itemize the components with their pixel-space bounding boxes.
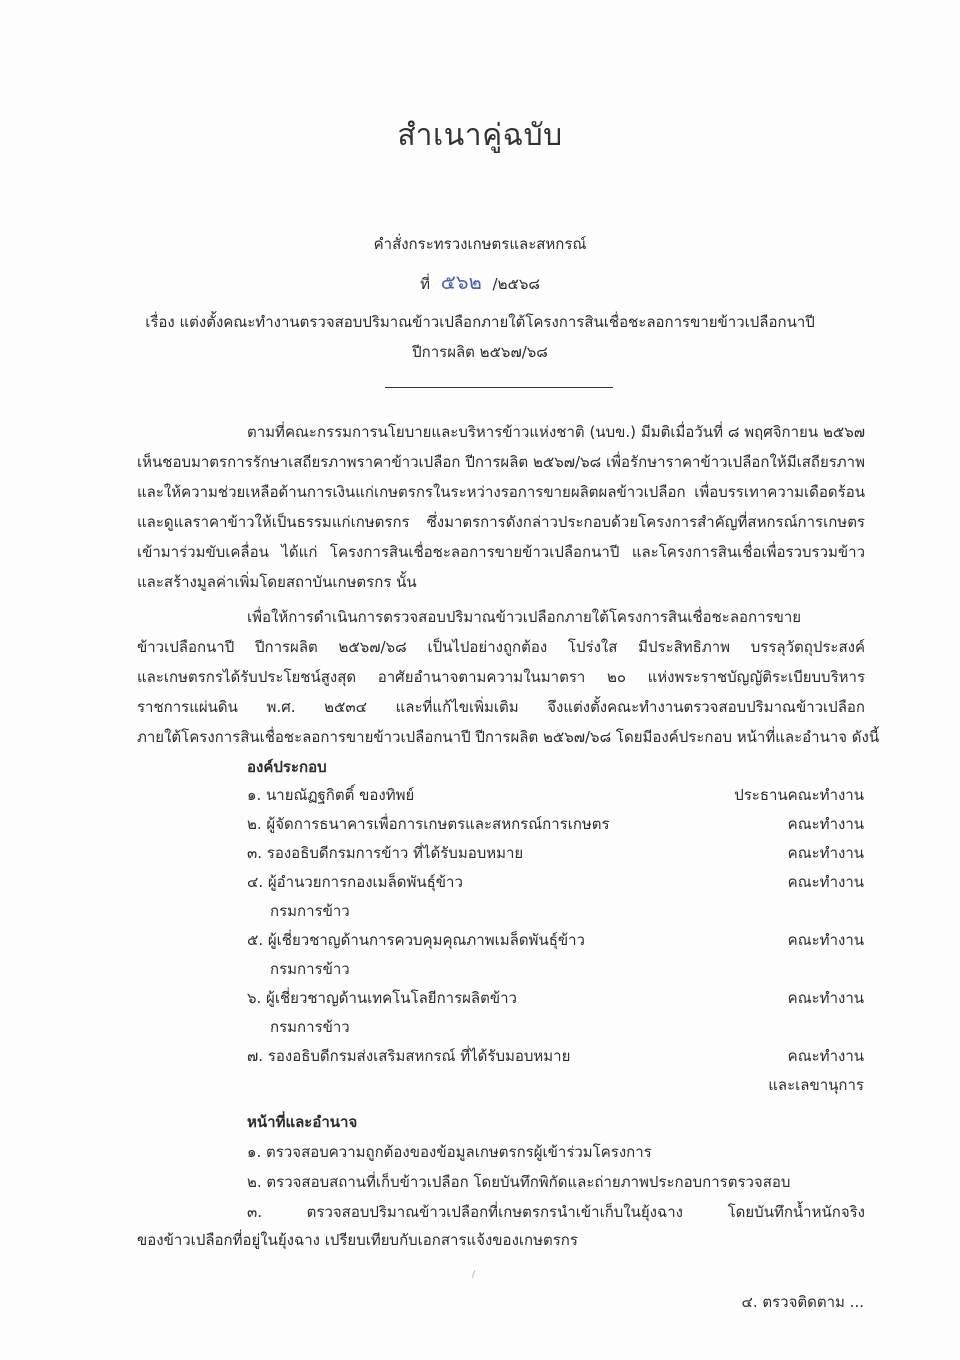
- member-role: คณะทำงาน: [787, 989, 864, 1007]
- order-issuer: คำสั่งกระทรวงเกษตรและสหกรณ์: [373, 235, 587, 253]
- member-name: ๖. ผู้เชี่ยวชาญด้านเทคโนโลยีการผลิตข้าว: [247, 989, 517, 1007]
- duty-item-continued: ของข้าวเปลือกที่อยู่ในยุ้งฉาง เปรียบเทียบกับเอกสารแจ้งของเกษตรกร: [137, 1231, 578, 1249]
- duty-item: ๓. ตรวจสอบปริมาณข้าวเปลือกที่เกษตรกรนำเข้าเก็บในยุ้งฉาง โดยบันทึกน้ำหนักจริง: [247, 1203, 865, 1221]
- paragraph-1-line: เข้ามาร่วมขับเคลื่อน ได้แก่ โครงการสินเชื่อชะลอการขายข้าวเปลือกนาปี และโครงการสินเชื่อเพื่อรวบรวมข้าว: [137, 543, 865, 561]
- order-number: [0, 266, 960, 298]
- document-title: สำเนาคู่ฉบับ: [397, 118, 563, 153]
- member-role: คณะทำงาน: [787, 815, 864, 833]
- member-name: ๒. ผู้จัดการธนาคารเพื่อการเกษตรและสหกรณ์การเกษตร: [247, 815, 610, 833]
- member-name: ๑. นายณัฏฐกิตติ์ ของทิพย์: [247, 786, 415, 804]
- paragraph-1-line: เห็นชอบมาตรการรักษาเสถียรภาพราคาข้าวเปลือก ปีการผลิต ๒๕๖๗/๖๘ เพื่อรักษาราคาข้าวเปลือกให้มีเสถียรภาพ: [137, 453, 865, 471]
- paragraph-1-line: และให้ความช่วยเหลือด้านการเงินแก่เกษตรกรในระหว่างรอการขายผลิตผลข้าวเปลือก เพื่อบรรเทาความเดือดร้อน: [137, 483, 865, 501]
- member-role: คณะทำงาน: [787, 1047, 864, 1065]
- duty-item: ๑. ตรวจสอบความถูกต้องของข้อมูลเกษตรกรผู้เข้าร่วมโครงการ: [247, 1143, 652, 1161]
- paragraph-1-line: และสร้างมูลค่าเพิ่มโดยสถาบันเกษตรกร นั้น: [137, 573, 417, 591]
- paragraph-2-line: เพื่อให้การดำเนินการตรวจสอบปริมาณข้าวเปลือกภายใต้โครงการสินเชื่อชะลอการขาย: [247, 608, 802, 626]
- paragraph-2-line: ภายใต้โครงการสินเชื่อชะลอการขายข้าวเปลือกนาปี ปีการผลิต ๒๕๖๗/๖๘ โดยมีองค์ประกอบ หน้าที่และอำนาจ ดังนี้: [137, 728, 880, 746]
- duties-heading: หน้าที่และอำนาจ: [247, 1113, 358, 1131]
- member-role: ประธานคณะทำงาน: [734, 786, 864, 804]
- member-role: คณะทำงาน: [787, 873, 864, 891]
- duty-item: ๒. ตรวจสอบสถานที่เก็บข้าวเปลือก โดยบันทึกพิกัดและถ่ายภาพประกอบการตรวจสอบ: [247, 1173, 791, 1191]
- paragraph-1-line: และดูแลราคาข้าวให้เป็นธรรมแก่เกษตรกร ซึ่งมาตรการดังกล่าวประกอบด้วยโครงการสำคัญที่สหกรณ์การเกษตร: [137, 513, 865, 531]
- member-department: กรมการข้าว: [270, 1018, 350, 1036]
- subject-line-2: ปีการผลิต ๒๕๖๗/๖๘: [412, 343, 548, 361]
- member-role: คณะทำงาน: [787, 844, 864, 862]
- paragraph-2-line: ข้าวเปลือกนาปี ปีการผลิต ๒๕๖๗/๖๘ เป็นไปอย่างถูกต้อง โปร่งใส มีประสิทธิภาพ บรรลุวัตถุประสงค์: [137, 638, 865, 656]
- number-prefix: ที่: [420, 275, 430, 293]
- paragraph-2-line: ราชการแผ่นดิน พ.ศ. ๒๕๓๔ และที่แก้ไขเพิ่มเติม จึงแต่งตั้งคณะทำงานตรวจสอบปริมาณข้าวเปลือก: [137, 698, 865, 716]
- subject-line-1: เรื่อง แต่งตั้งคณะทำงานตรวจสอบปริมาณข้าวเปลือกภายใต้โครงการสินเชื่อชะลอการขายข้าวเปลือกนาปี: [145, 313, 815, 331]
- composition-heading: องค์ประกอบ: [247, 758, 327, 776]
- paragraph-2-line: และเกษตรกรได้รับประโยชน์สูงสุด อาศัยอำนาจตามความในมาตรา ๒๐ แห่งพระราชบัญญัติระเบียบบริหาร: [137, 668, 865, 686]
- divider-line: [385, 387, 613, 388]
- page-continuation: ๔. ตรวจติดตาม ...: [741, 1293, 864, 1311]
- member-role-secretary: และเลขานุการ: [768, 1076, 864, 1094]
- member-name: ๓. รองอธิบดีกรมการข้าว ที่ได้รับมอบหมาย: [247, 844, 524, 862]
- member-name: ๗. รองอธิบดีกรมส่งเสริมสหกรณ์ ที่ได้รับมอบหมาย: [247, 1047, 571, 1065]
- member-department: กรมการข้าว: [270, 902, 350, 920]
- member-department: กรมการข้าว: [270, 960, 350, 978]
- scan-speck: [472, 1270, 476, 1278]
- member-name: ๕. ผู้เชี่ยวชาญด้านการควบคุมคุณภาพเมล็ดพันธุ์ข้าว: [247, 931, 585, 949]
- paragraph-1-line: ตามที่คณะกรรมการนโยบายและบริหารข้าวแห่งชาติ (นบข.) มีมติเมื่อวันที่ ๘ พฤศจิกายน ๒๕๖๗: [247, 423, 865, 441]
- handwritten-number: ๕๖๒: [440, 270, 482, 294]
- number-suffix: /๒๕๖๘: [492, 275, 540, 293]
- member-name: ๔. ผู้อำนวยการกองเมล็ดพันธุ์ข้าว: [247, 873, 463, 891]
- member-role: คณะทำงาน: [787, 931, 864, 949]
